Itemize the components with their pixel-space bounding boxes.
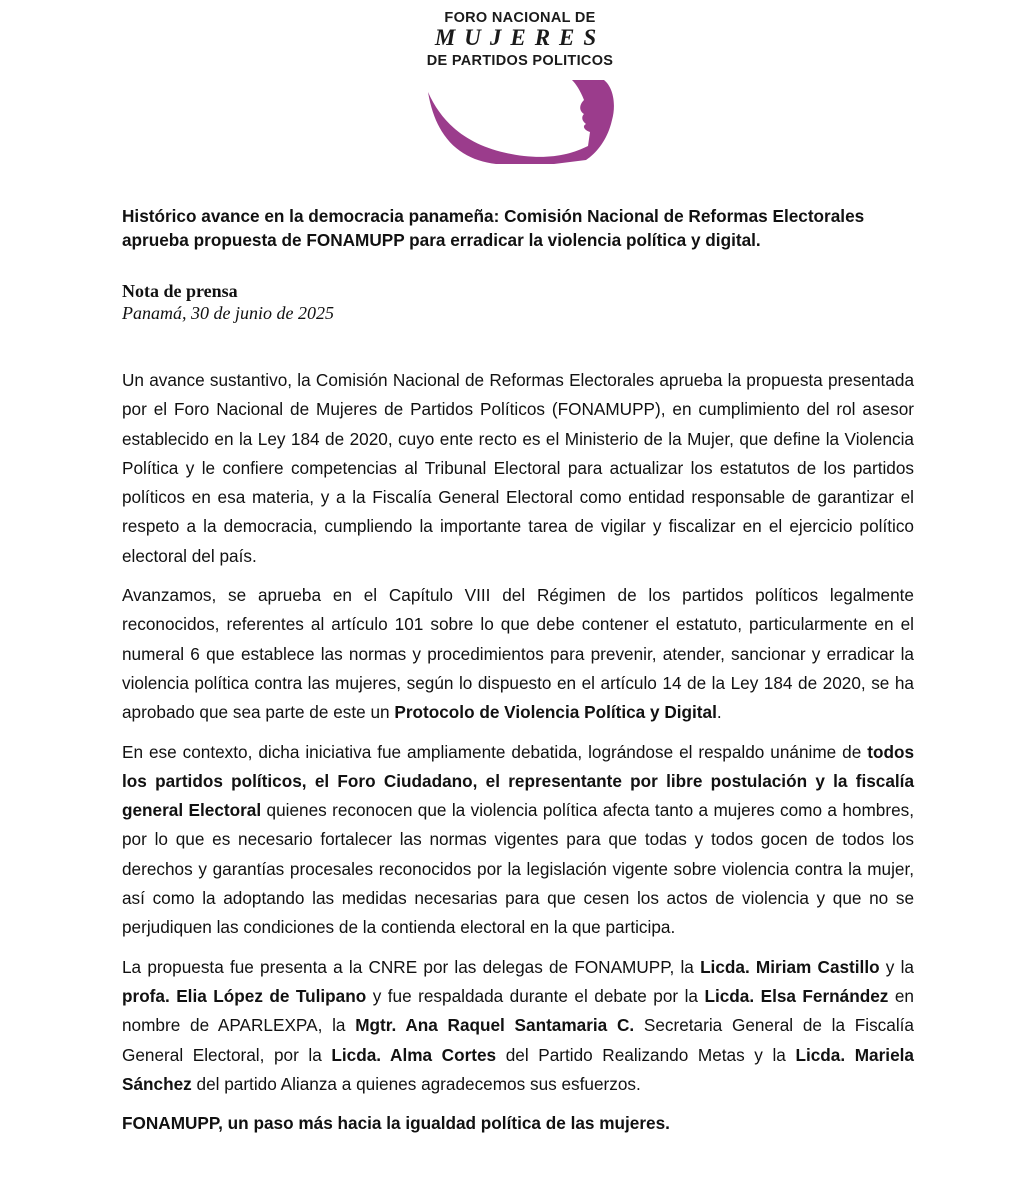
woman-profile-icon [426,80,616,164]
logo-line-mujeres: MUJERES [434,25,606,50]
paragraph-text: Un avance sustantivo, la Comisión Nacional de Reformas Electorales aprueba la propuesta presentada por el Foro Nacional de Mujeres de Partidos Políticos (FONAMUPP), en cumplimiento del rol asesor establecido en la Ley 184 de 2020, cuyo ente recto es el Ministerio de la Mujer, que define la Violencia Política y le confiere competencias al Tribunal Electoral para actualizar los estatutos de los partidos políticos en esa materia, y a la Fiscalía General Electoral como entidad responsable de garantizar el respeto a la democracia, cumpliendo la importante tarea de vigilar y fiscalizar en el ejercicio político electoral del país. [122,370,914,566]
bold-supporters: todos los partidos políticos, el Foro Ciudadano, el representante por libre postulación y la fiscalía general Electoral [122,741,914,821]
paragraph-3 [122,738,914,943]
paragraph-text: y fue respaldada durante el debate por la [366,985,705,1006]
bold-name: profa. Elia López de Tulipano [122,985,367,1006]
headline: Histórico avance en la democracia panameña: Comisión Nacional de Reformas Electorales aprueba propuesta de FONAMUPP para erradicar la violencia política y digital. [122,206,865,250]
paragraph-text: y la [879,956,914,977]
closing-statement: FONAMUPP, un paso más hacia la igualdad política de las mujeres. [122,1113,670,1134]
paragraph-text: En ese contexto, dicha iniciativa fue ampliamente debatida, lográndose el respaldo unánime de [122,741,868,762]
bold-name: Licda. Elsa Fernández [704,985,889,1006]
bold-name: Licda. Mariela Sánchez [122,1044,914,1094]
note-label: Nota de prensa [122,281,238,301]
paragraph-text: Secretaria General de la Fiscalía General Electoral, por la [122,1015,914,1065]
paragraph-2 [122,581,914,727]
note-date: Panamá, 30 de junio de 2025 [122,303,334,323]
logo-line-foro-nacional: FORO NACIONAL DE [444,10,596,26]
paragraph-1 [122,366,914,571]
paragraph-text: . [716,702,722,723]
paragraph-text: La propuesta fue presenta a la CNRE por las delegas de FONAMUPP, la [122,956,701,977]
paragraph-text: quienes reconocen que la violencia política afecta tanto a mujeres como a hombres, por lo que es necesario fortalecer las normas vigentes para que todas y todos gocen de todos los derechos y garantías procesales reconocidos por la legislación vigente sobre violencia contra la mujer, así como la adoptando las medidas necesarias para que cesen los actos de violencia y que no se perjudiquen las condiciones de la contienda electoral en la que participa. [122,800,915,938]
bold-name: Licda. Miriam Castillo [700,956,880,977]
paragraph-text: en nombre de APARLEXPA, la [122,985,914,1036]
paragraph-text: Avanzamos, se aprueba en el Capítulo VIII del Régimen de los partidos políticos legalmente reconocidos, referentes al artículo 101 sobre lo que debe contener el estatuto, particularmente en el numeral 6 que establece las normas y procedimientos para prevenir, atender, sancionar y erradicar la violencia política contra las mujeres, según lo dispuesto en el artículo 14 de la Ley 184 de 2020, se ha aprobado que sea parte de este un [122,585,914,723]
paragraph-text: del partido Alianza a quienes agradecemos sus esfuerzos. [191,1073,641,1094]
bold-name: Licda. Alma Cortes [331,1044,497,1065]
fonamupp-logo [412,8,628,160]
bold-name: Mgtr. Ana Raquel Santamaria C. [355,1015,635,1036]
paragraph-4 [122,953,914,1099]
press-release-body [122,204,914,1156]
bold-protocol: Protocolo de Violencia Política y Digital [394,702,717,723]
logo-line-partidos: DE PARTIDOS POLITICOS [426,53,614,69]
paragraph-text: del Partido Realizando Metas y la [496,1044,796,1065]
